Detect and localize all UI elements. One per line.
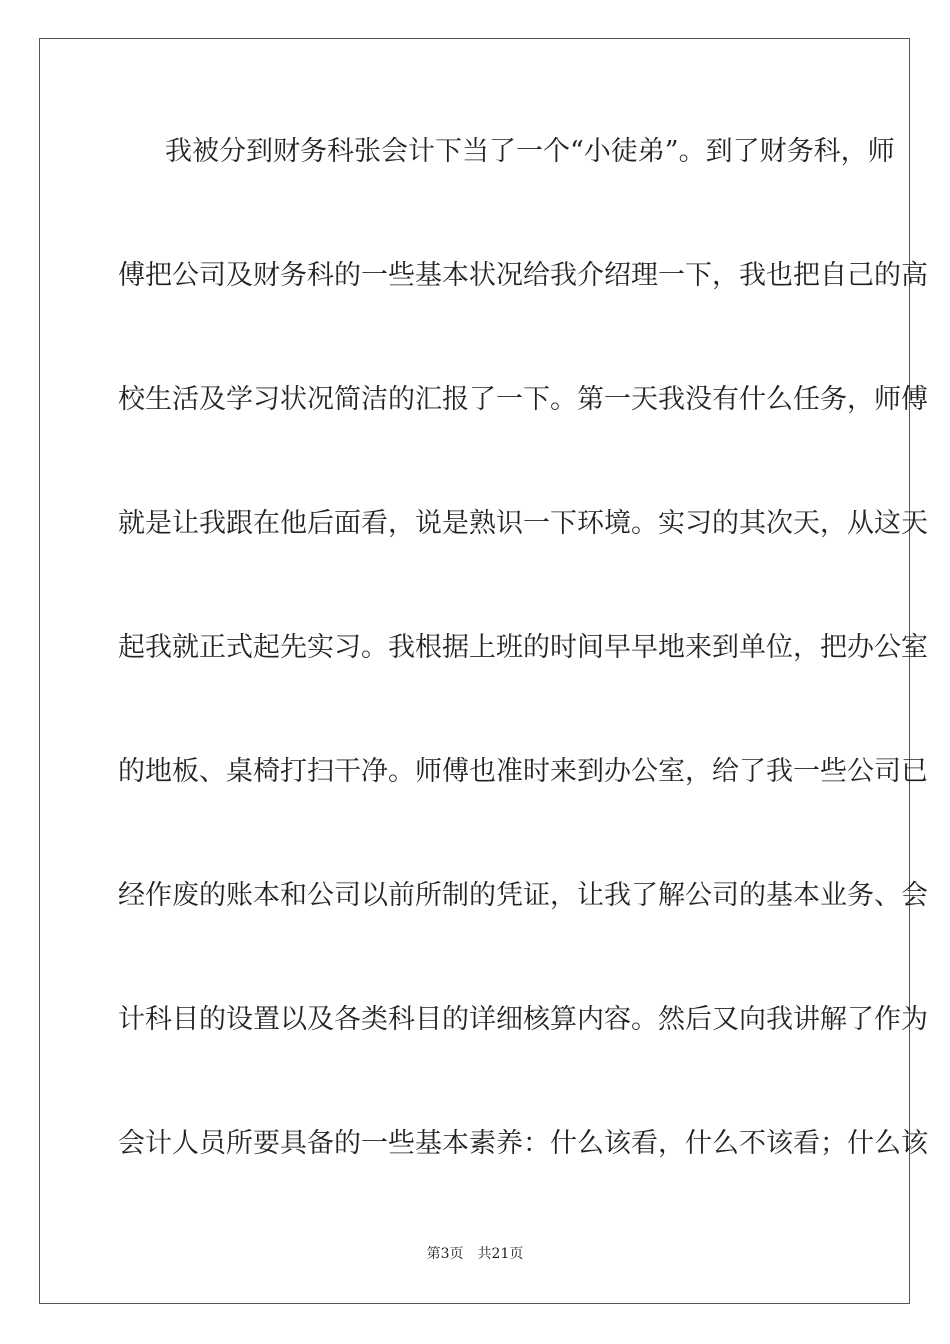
paragraph-line: 傅把公司及财务科的一些基本状况给我介绍理一下，我也把自己的高 bbox=[118, 260, 928, 291]
paragraph-line: 起我就正式起先实习。我根据上班的时间早早地来到单位，把办公室 bbox=[118, 632, 928, 663]
total-pages: 共21页 bbox=[477, 1246, 524, 1262]
paragraph-line: 的地板、桌椅打扫干净。师傅也准时来到办公室，给了我一些公司已 bbox=[118, 756, 928, 787]
page-footer bbox=[0, 1244, 950, 1264]
paragraph-line: 我被分到财务科张会计下当了一个“小徒弟”。到了财务科，师 bbox=[165, 136, 895, 167]
paragraph-line: 就是让我跟在他后面看，说是熟识一下环境。实习的其次天，从这天 bbox=[118, 508, 928, 539]
paragraph-line: 校生活及学习状况简洁的汇报了一下。第一天我没有什么任务，师傅 bbox=[118, 384, 928, 415]
paragraph-line: 计科目的设置以及各类科目的详细核算内容。然后又向我讲解了作为 bbox=[118, 1004, 928, 1035]
page-number: 第3页 bbox=[426, 1246, 464, 1262]
paragraph-line: 会计人员所要具备的一些基本素养：什么该看，什么不该看；什么该 bbox=[118, 1128, 928, 1159]
document-page bbox=[39, 38, 928, 1304]
paragraph-line: 经作废的账本和公司以前所制的凭证，让我了解公司的基本业务、会 bbox=[118, 880, 928, 911]
